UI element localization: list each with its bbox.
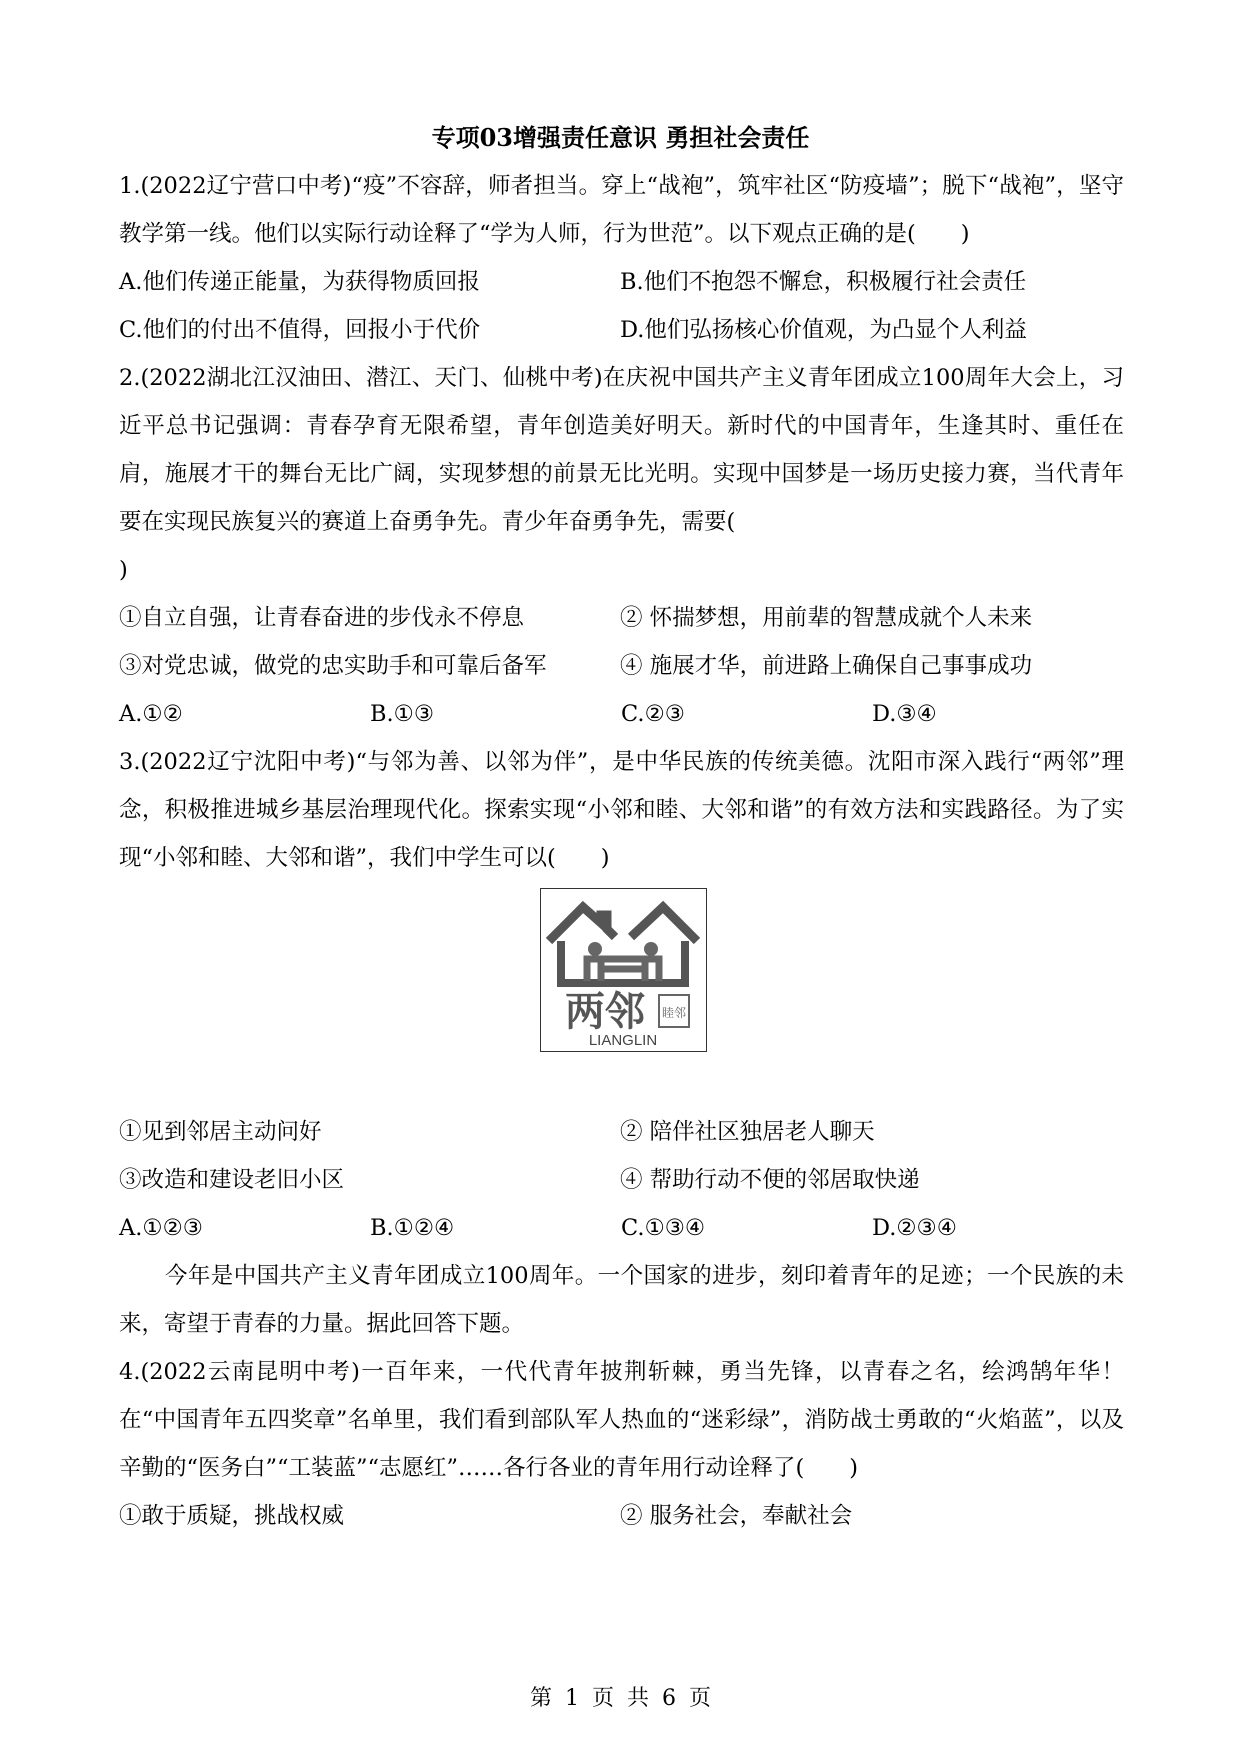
- logo-sub-text: LIANGLIN: [588, 1032, 658, 1049]
- question-1-option-b: B.他们不抱怨不懈怠，积极履行社会责任: [620, 269, 1027, 295]
- question-1-option-d: D.他们弘扬核心价值观，为凸显个人利益: [620, 317, 1027, 343]
- question-2-stem-end: ): [119, 557, 128, 583]
- question-3-option-b: B.①②④: [370, 1215, 455, 1241]
- question-1-options-row-2: [119, 306, 1124, 354]
- document-body: [119, 162, 1124, 1540]
- question-4-item-1: ①敢于质疑，挑战权威: [119, 1503, 345, 1529]
- question-2-item-3: ③对党忠诚，做党的忠实助手和可靠后备军: [119, 653, 547, 679]
- lianglin-logo-area: [119, 882, 1124, 1108]
- question-3-item-4: ④ 帮助行动不便的邻居取快递: [620, 1167, 920, 1193]
- people-bodies-icon: [587, 959, 659, 981]
- right-house-icon: [631, 907, 697, 941]
- question-2-item-2: ② 怀揣梦想，用前辈的智慧成就个人未来: [620, 605, 1033, 631]
- question-3-items-row-1: [119, 1108, 1124, 1156]
- page-title: 专项03增强责任意识 勇担社会责任: [431, 123, 810, 152]
- question-3-item-3: ③改造和建设老旧小区: [119, 1167, 345, 1193]
- lianglin-logo-graphic: [541, 889, 705, 1050]
- lianglin-logo-image: [540, 888, 707, 1052]
- question-3-item-2: ② 陪伴社区独居老人聊天: [620, 1119, 875, 1145]
- question-2-option-d: D.③④: [872, 701, 937, 727]
- question-2-items-row-2: [119, 642, 1124, 690]
- question-2-stem: 2.(2022湖北江汉油田、潜江、天门、仙桃中考)在庆祝中国共产主义青年团成立100周年大会上，习近平总书记强调：青春孕育无限希望，青年创造美好明天。新时代的中国青年，生逢其时、重任在肩，施展才干的舞台无比广阔，实现梦想的前景无比光明。实现中国梦是一场历史接力赛，当代青年要在实现民族复兴的赛道上奋勇争先。青少年奋勇争先，需要(: [119, 365, 1124, 535]
- question-3-option-a: A.①②③: [119, 1215, 203, 1241]
- question-2-item-4: ④ 施展才华，前进路上确保自己事事成功: [620, 653, 1033, 679]
- question-3-options: [119, 1204, 1124, 1252]
- question-2-option-c: C.②③: [621, 701, 685, 727]
- page-footer: 第 1 页 共 6 页: [530, 1686, 711, 1711]
- left-person-head-icon: [588, 942, 602, 956]
- logo-seal-text: 睦邻: [661, 1006, 687, 1020]
- right-person-head-icon: [644, 942, 658, 956]
- question-4-stem: 4.(2022云南昆明中考)一百年来，一代代青年披荆斩棘，勇当先锋，以青春之名，绘鸿鹄年华！在“中国青年五四奖章”名单里，我们看到部队军人热血的“迷彩绿”，消防战士勇敢的“火焰蓝”，以及辛勤的“医务白”“工装蓝”“志愿红”……各行各业的青年用行动诠释了( ): [119, 1359, 1124, 1481]
- question-2-items-row-1: [119, 594, 1124, 642]
- question-4-items-row-1: [119, 1492, 1124, 1540]
- question-3-item-1: ①见到邻居主动问好: [119, 1119, 322, 1145]
- question-2-option-b: B.①③: [370, 701, 435, 727]
- question-1-option-a: A.他们传递正能量，为获得物质回报: [119, 269, 480, 295]
- question-3-items-row-2: [119, 1156, 1124, 1204]
- question-3-option-c: C.①③④: [621, 1215, 706, 1241]
- question-2-item-1: ①自立自强，让青春奋进的步伐永不停息: [119, 605, 525, 631]
- question-4-item-2: ② 服务社会，奉献社会: [620, 1503, 853, 1529]
- question-2-options: [119, 690, 1124, 738]
- reading-intro: 今年是中国共产主义青年团成立100周年。一个国家的进步，刻印着青年的足迹；一个民族的未来，寄望于青春的力量。据此回答下题。: [119, 1263, 1124, 1337]
- question-1-stem: 1.(2022辽宁营口中考)“疫”不容辞，师者担当。穿上“战袍”，筑牢社区“防疫墙”；脱下“战袍”，坚守教学第一线。他们以实际行动诠释了“学为人师，行为世范”。以下观点正确的是( ): [119, 173, 1124, 247]
- left-house-icon: [549, 907, 615, 941]
- question-2-option-a: A.①②: [119, 701, 183, 727]
- logo-main-text: 两邻: [565, 989, 645, 1035]
- question-1-options-row-1: [119, 258, 1124, 306]
- question-3-stem: 3.(2022辽宁沈阳中考)“与邻为善、以邻为伴”，是中华民族的传统美德。沈阳市深入践行“两邻”理念，积极推进城乡基层治理现代化。探索实现“小邻和睦、大邻和谐”的有效方法和实践路径。为了实现“小邻和睦、大邻和谐”，我们中学生可以( ): [119, 749, 1124, 871]
- question-1-option-c: C.他们的付出不值得，回报小于代价: [119, 317, 481, 343]
- question-3-option-d: D.②③④: [872, 1215, 957, 1241]
